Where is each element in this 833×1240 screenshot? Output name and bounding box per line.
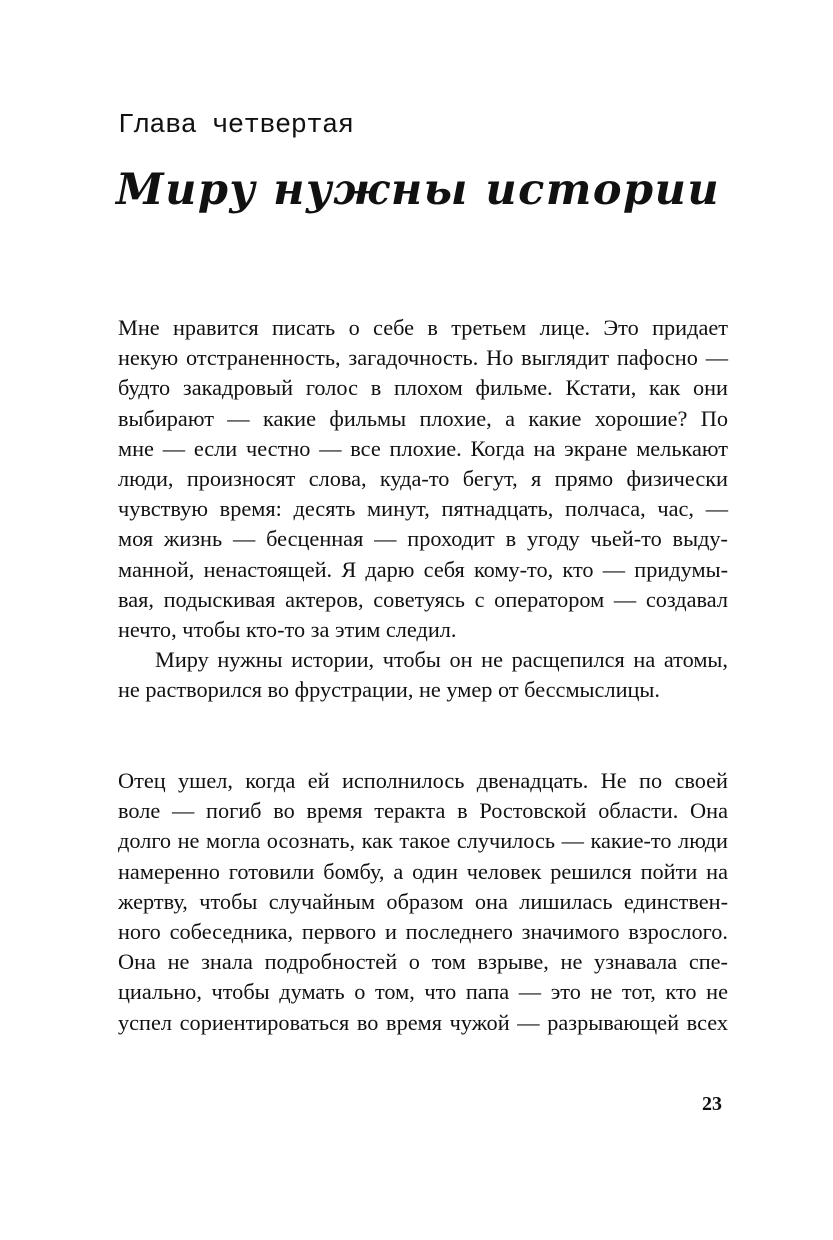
- chapter-label: Глава четвертая: [118, 111, 354, 141]
- text-line: Отец ушел, когда ей исполнилось двенадцать. Не по своей: [118, 768, 728, 793]
- text-line: вая, подыскивая актеров, советуясь с оператором — создавал: [118, 586, 728, 612]
- text-section-1: [118, 313, 728, 705]
- text-line: Миру нужны истории, чтобы он не расщепился на атомы,: [155, 647, 728, 673]
- text-line: ного собеседника, первого и последнего значимого взрослого.: [118, 918, 728, 944]
- text-line: долго не могла осознать, как такое случилось — какие-то люди: [118, 828, 728, 854]
- text-line: Она не знала подробностей о том взрыве, не узнавала спе-: [118, 949, 728, 975]
- text-line: намеренно готовили бомбу, а один человек решился пойти на: [118, 858, 728, 884]
- text-line: успел сориентироваться во время чужой — разрывающей всех: [118, 1009, 728, 1035]
- text-line: не растворился во фрустрации, не умер от бессмыслицы.: [118, 677, 660, 703]
- chapter-title: Миру нужны истории: [116, 165, 721, 215]
- page-number: 23: [702, 1093, 722, 1115]
- text-line: чувствую время: десять минут, пятнадцать, полчаса, час, —: [118, 496, 728, 522]
- text-line: манной, ненастоящей. Я дарю себя кому-то, кто — придумы-: [118, 556, 728, 582]
- text-line: моя жизнь — бесценная — проходит в угоду чьей-то выду-: [118, 526, 728, 552]
- text-line: жертву, чтобы случайным образом она лишилась единствен-: [118, 888, 728, 914]
- text-line: мне — если честно — все плохие. Когда на экране мелькают: [118, 435, 728, 461]
- text-line: люди, произносят слова, куда-то бегут, я прямо физически: [118, 465, 728, 491]
- text-line: циально, чтобы думать о том, что папа — это не тот, кто не: [118, 979, 728, 1005]
- paragraph: [118, 313, 728, 645]
- text-line: воле — погиб во время теракта в Ростовской области. Она: [118, 798, 728, 824]
- text-line: нечто, чтобы кто-то за этим следил.: [118, 616, 457, 642]
- text-line: некую отстраненность, загадочность. Но выглядит пафосно —: [118, 345, 728, 371]
- paragraph: [118, 766, 728, 1038]
- text-line: выбирают — какие фильмы плохие, а какие хорошие? По: [118, 405, 728, 431]
- text-line: будто закадровый голос в плохом фильме. Кстати, как они: [118, 375, 728, 401]
- paragraph: [118, 645, 728, 705]
- text-line: Мне нравится писать о себе в третьем лице. Это придает: [118, 315, 728, 340]
- text-section-2: [118, 766, 728, 1038]
